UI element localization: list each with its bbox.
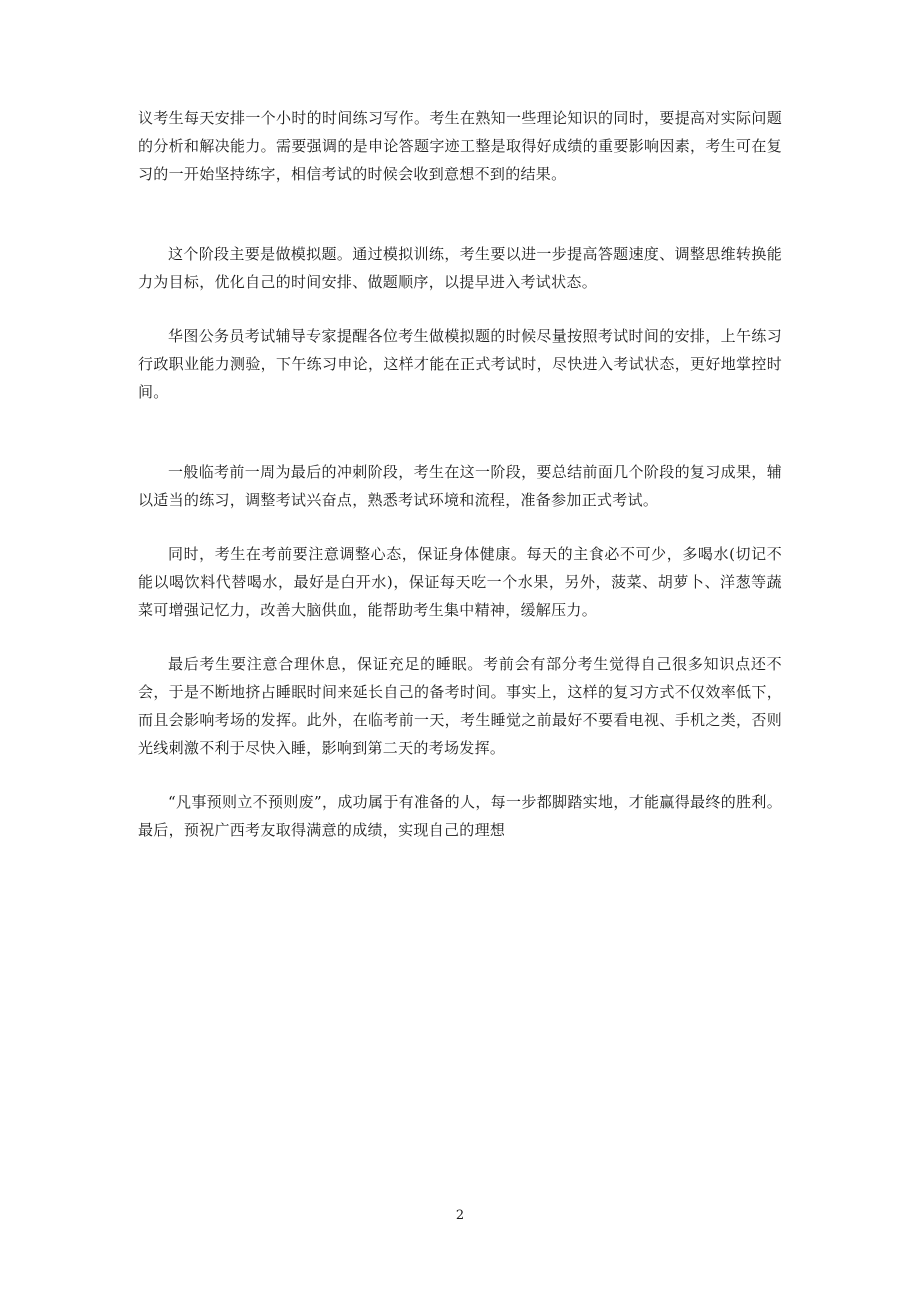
paragraph-gap: [138, 188, 782, 240]
paragraph-final-sprint: 一般临考前一周为最后的冲刺阶段，考生在这一阶段，要总结前面几个阶段的复习成果，辅以适当的练习，调整考试兴奋点，熟悉考试环境和流程，准备参加正式考试。: [138, 463, 782, 509]
paragraph-gap: [138, 514, 782, 540]
page-number: 2: [455, 1208, 465, 1223]
paragraph-health: 同时，考生在考前要注意调整心态，保证身体健康。每天的主食必不可少，多喝水(切记不能以喝饮料代替喝水，最好是白开水)，保证每天吃一个水果，另外，菠菜、胡萝卜、洋葱等蔬菜可增强记忆力，改善大脑供血，能帮助考生集中精神，缓解压力。: [138, 545, 782, 619]
paragraph-closing: “凡事预则立不预则废”，成功属于有准备的人，每一步都脚踏实地，才能赢得最终的胜利。最后，预祝广西考友取得满意的成绩，实现自己的理想: [138, 793, 782, 839]
paragraph-gap: [138, 296, 782, 322]
paragraph-gap: [138, 762, 782, 788]
paragraph-rest: 最后考生要注意合理休息，保证充足的睡眠。考前会有部分考生觉得自己很多知识点还不会，于是不断地挤占睡眠时间来延长自己的备考时间。事实上，这样的复习方式不仅效率低下，而且会影响考场的发挥。此外，在临考前一天，考生睡觉之前最好不要看电视、手机之类，否则光线刺激不利于尽快入睡，影响到第二天的考场发挥。: [138, 655, 782, 757]
paragraph-writing-practice: 议考生每天安排一个小时的时间练习写作。考生在熟知一些理论知识的同时，要提高对实际问题的分析和解决能力。需要强调的是申论答题字迹工整是取得好成绩的重要影响因素，考生可在复习的一开始坚持练字，相信考试的时候会收到意想不到的结果。: [138, 109, 782, 183]
paragraph-mock-exam-stage: 这个阶段主要是做模拟题。通过模拟训练，考生要以进一步提高答题速度、调整思维转换能力为目标，优化自己的时间安排、做题顺序，以提早进入考试状态。: [138, 245, 782, 291]
paragraph-gap: [138, 624, 782, 650]
document-body: [138, 104, 782, 844]
paragraph-expert-advice: 华图公务员考试辅导专家提醒各位考生做模拟题的时候尽量按照考试时间的安排，上午练习行政职业能力测验，下午练习申论，这样才能在正式考试时，尽快进入考试状态，更好地掌控时间。: [138, 327, 782, 401]
paragraph-gap: [138, 406, 782, 458]
